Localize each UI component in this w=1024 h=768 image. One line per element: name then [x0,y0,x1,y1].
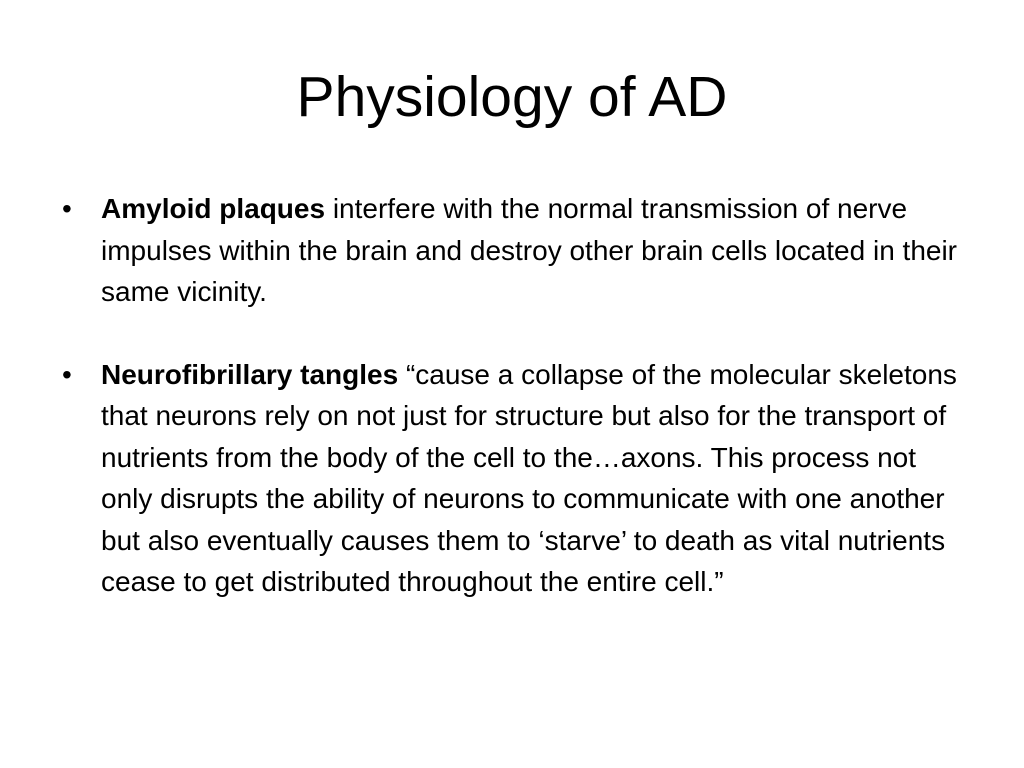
bullet-item-neurofibrillary-tangles [0,354,1024,603]
bullet-marker: • [62,358,72,390]
bullet-text: interfere with the normal transmission of nerve impulses within the brain and destroy other brain cells located in their same vicinity. [101,193,958,307]
bullet-marker: • [62,193,72,224]
bullet-term: Amyloid plaques [101,193,326,224]
slide-title: Physiology of AD [296,65,728,129]
bullet-list [0,188,1024,644]
bullet-text: “cause a collapse of the molecular skeletons that neurons rely on not just for structure but also for the transport of nutrients from the body of the cell to the…axons. This process not only disrupts the ability of neurons to communicate with one another but also eventually causes them to ‘starve’ to death as vital nutrients cease to get distributed throughout the entire cell.” [101,358,957,597]
bullet-item-amyloid-plaques [0,188,1024,313]
bullet-term: Neurofibrillary tangles [101,358,399,390]
